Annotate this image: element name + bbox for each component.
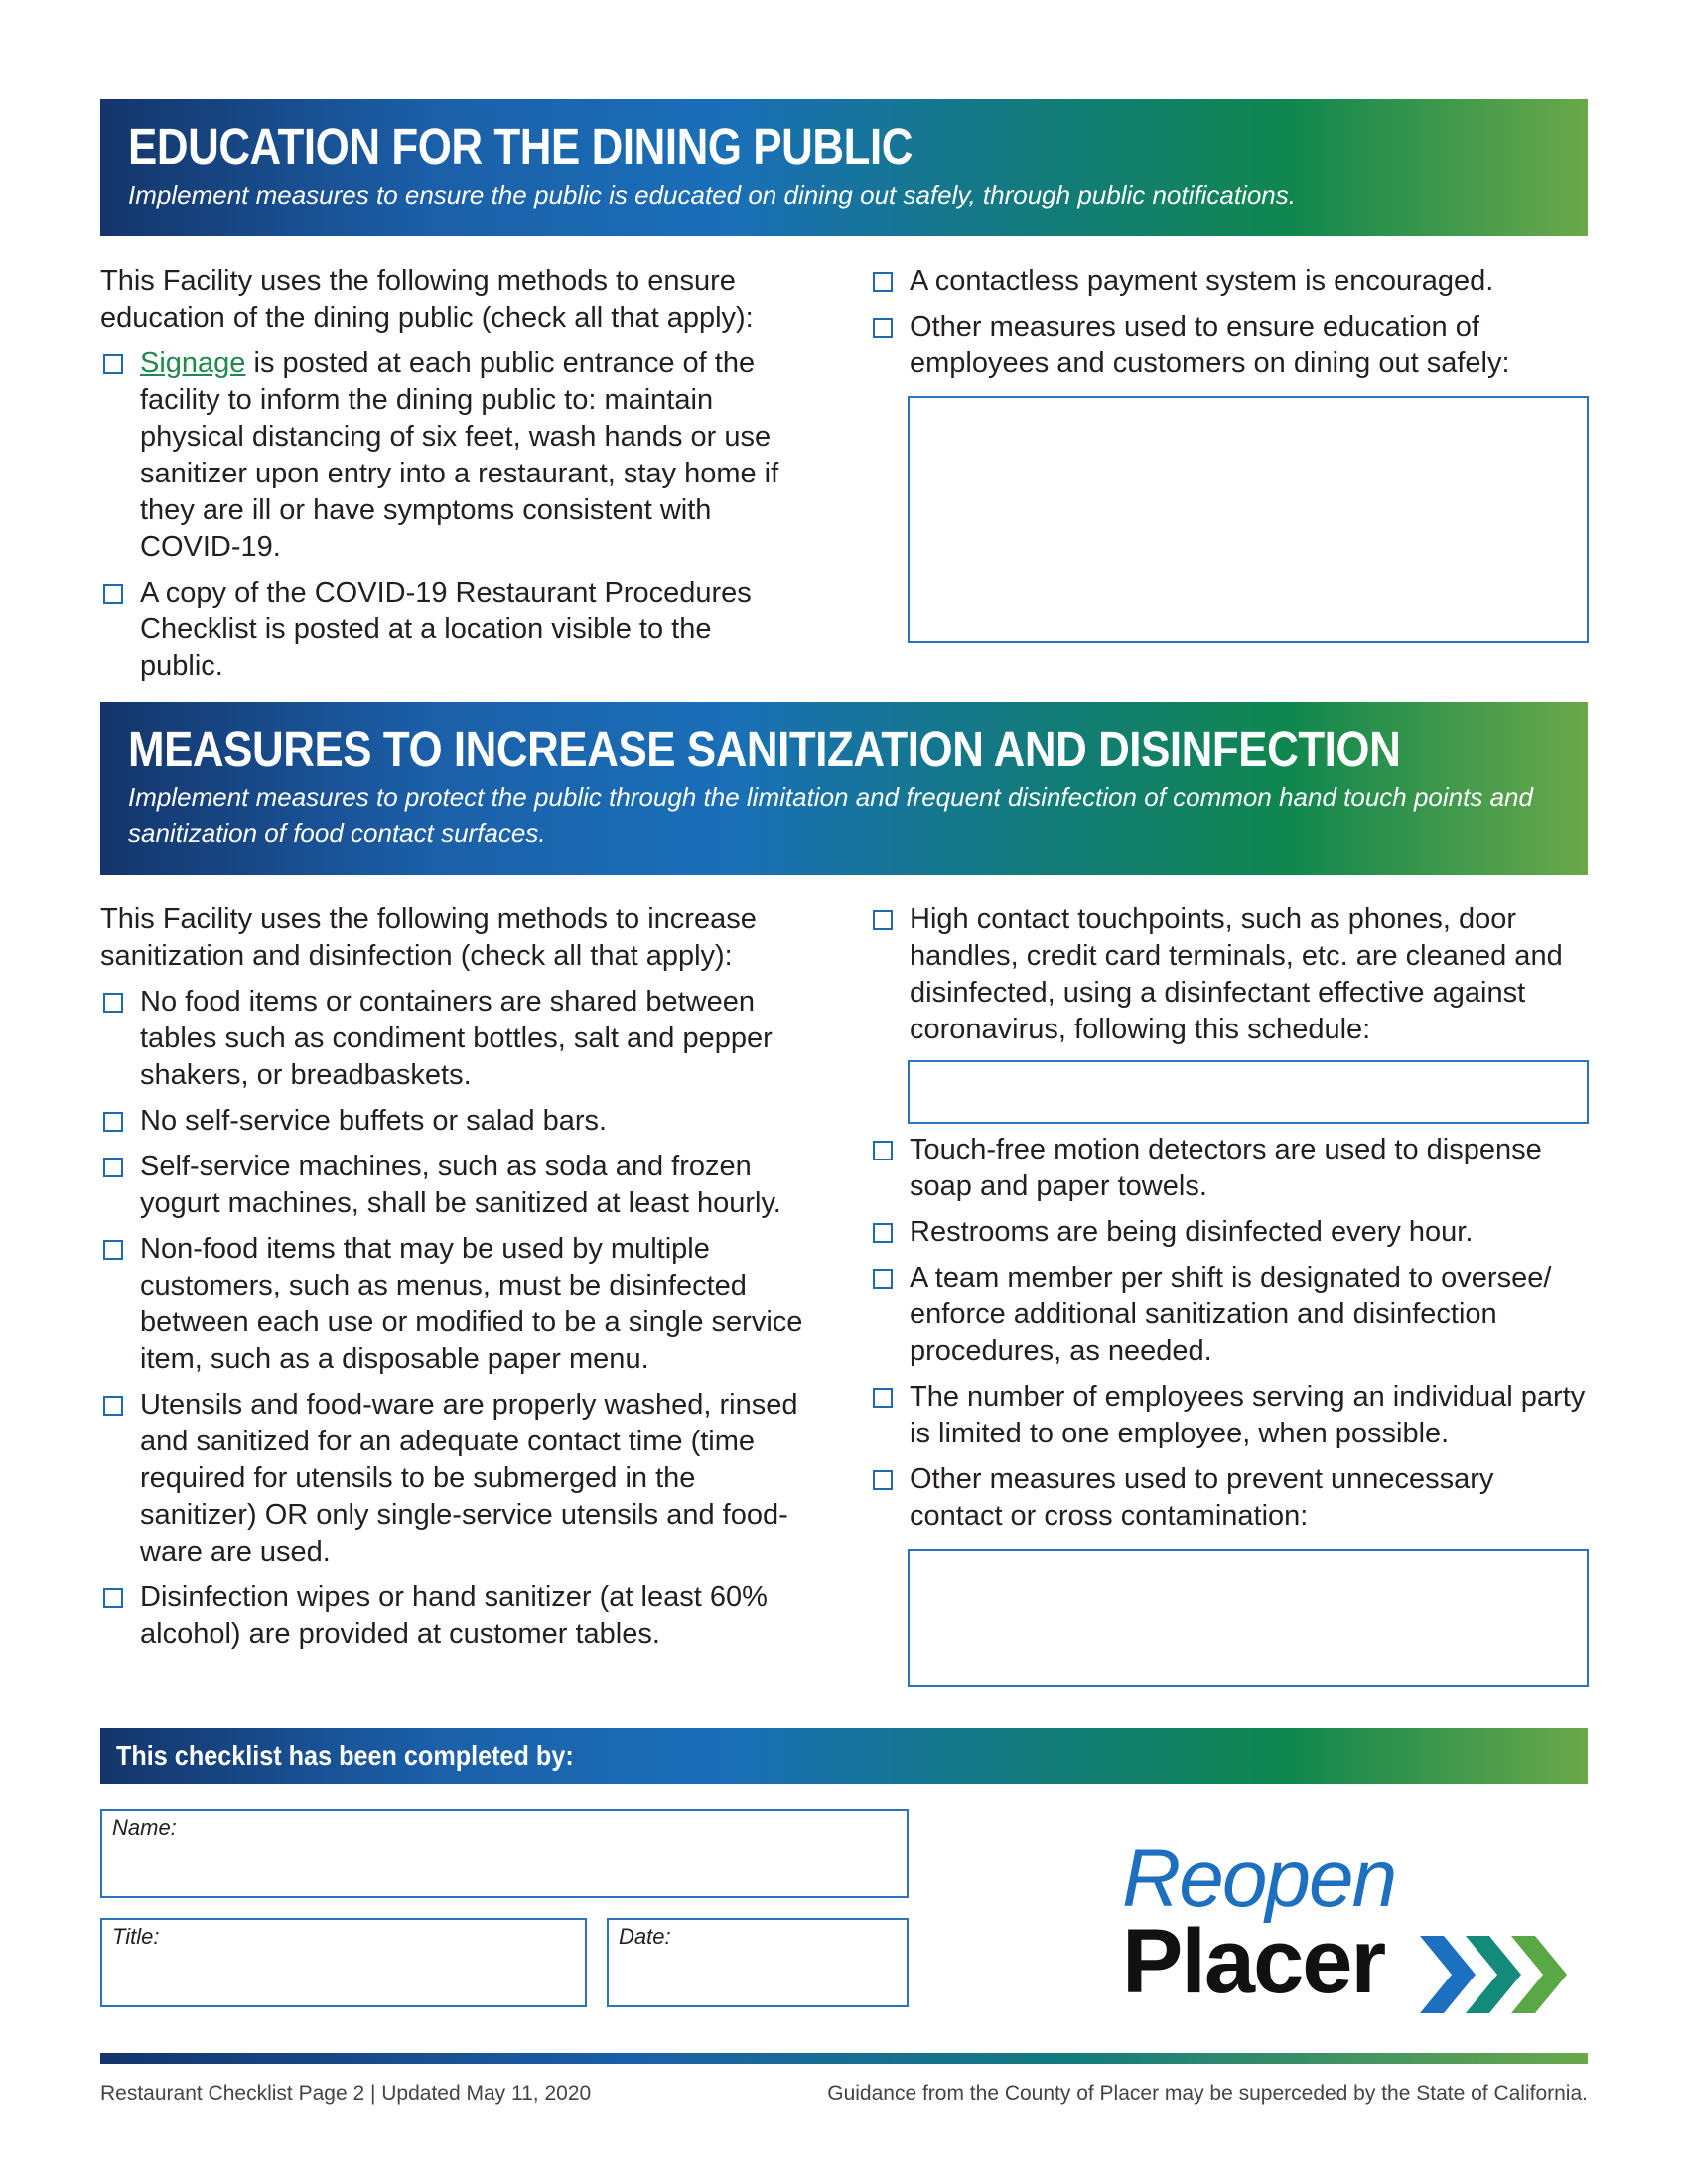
- item-text: The number of employees serving an individual party is limited to one employee, when possible.: [910, 1381, 1586, 1449]
- checkbox[interactable]: [873, 318, 893, 338]
- other-education-textbox[interactable]: [908, 396, 1589, 643]
- checklist-item-no-buffets: [100, 1103, 805, 1140]
- logo-placer-text: Placer: [1122, 1911, 1385, 2012]
- item-text: Restrooms are being disinfected every hour.: [910, 1216, 1474, 1248]
- checklist-item-restrooms: [870, 1214, 1589, 1251]
- section1-subtitle: Implement measures to ensure the public is educated on dining out safely, through public notifications.: [128, 180, 1296, 209]
- section1-right-column: [870, 263, 1589, 391]
- checkbox[interactable]: [103, 1240, 123, 1260]
- section2-intro: This Facility uses the following methods to increase sanitization and disinfection (check all that apply):: [100, 903, 757, 972]
- footer-right-text: Guidance from the County of Placer may be superceded by the State of California.: [827, 2082, 1588, 2105]
- section2-right-column-continued: [870, 1132, 1589, 1544]
- date-field[interactable]: [607, 1918, 909, 2007]
- checklist-item-wipes-sanitizer: [100, 1579, 805, 1653]
- checklist-item-other-education: [870, 309, 1589, 382]
- section2-subtitle: Implement measures to protect the public through the limitation and frequent disinfection of common hand touch points and sanitization of food contact surfaces.: [128, 782, 1533, 848]
- item-text: A team member per shift is designated to oversee/ enforce additional sanitization and disinfection procedures, as needed.: [910, 1262, 1552, 1367]
- item-text: Self-service machines, such as soda and frozen yogurt machines, shall be sanitized at least hourly.: [140, 1151, 781, 1219]
- title-label: Title:: [112, 1924, 160, 1949]
- item-text: Other measures used to ensure education of employees and customers on dining out safely:: [910, 311, 1510, 379]
- item-text: High contact touchpoints, such as phones, door handles, credit card terminals, etc. are cleaned and disinfected, using a disinfectant effective against coronavirus, following this schedule:: [910, 903, 1563, 1045]
- reopen-placer-logo: [1122, 1835, 1599, 2013]
- checkbox[interactable]: [873, 910, 893, 930]
- section2-title: MEASURES TO INCREASE SANITIZATION AND DISINFECTION: [128, 721, 1401, 777]
- footer-rule: [100, 2053, 1588, 2064]
- footer-left-text: Restaurant Checklist Page 2 | Updated May 11, 2020: [100, 2082, 592, 2105]
- item-text: A contactless payment system is encouraged.: [910, 265, 1494, 297]
- item-text: Non-food items that may be used by multiple customers, such as menus, must be disinfected between each use or modified to be a single service item, such as a disposable paper menu.: [140, 1233, 803, 1375]
- schedule-textbox[interactable]: [908, 1060, 1589, 1124]
- checkbox[interactable]: [103, 584, 123, 604]
- item-text: No self-service buffets or salad bars.: [140, 1105, 608, 1137]
- section2-left-column: [100, 901, 805, 1662]
- checkbox[interactable]: [103, 993, 123, 1013]
- name-field[interactable]: [100, 1809, 909, 1898]
- item-text: Disinfection wipes or hand sanitizer (at least 60% alcohol) are provided at customer tables.: [140, 1581, 768, 1650]
- checklist-item-team-member: [870, 1260, 1589, 1370]
- logo-reopen-text: Reopen: [1122, 1834, 1396, 1924]
- checkbox[interactable]: [873, 1223, 893, 1243]
- item-text: A copy of the COVID-19 Restaurant Procedures Checklist is posted at a location visible to the public.: [140, 577, 752, 682]
- checkbox[interactable]: [873, 1388, 893, 1408]
- section2-banner: [100, 702, 1588, 875]
- section1-banner: [100, 99, 1588, 236]
- chevrons-icon: [1420, 1930, 1589, 2019]
- checkbox[interactable]: [103, 1588, 123, 1608]
- checkbox[interactable]: [873, 272, 893, 292]
- checklist-item-contactless-payment: [870, 263, 1589, 300]
- checklist-item-posted-checklist: [100, 575, 795, 685]
- signage-link[interactable]: Signage: [140, 347, 246, 379]
- checklist-item-touchpoints: [870, 901, 1589, 1048]
- checkbox[interactable]: [873, 1269, 893, 1289]
- name-label: Name:: [112, 1815, 177, 1840]
- checklist-item-employees-limited: [870, 1379, 1589, 1452]
- section2-right-column: [870, 901, 1589, 1057]
- checklist-item-non-food-items: [100, 1231, 805, 1378]
- checklist-item-signage: [100, 345, 795, 566]
- checkbox[interactable]: [103, 1396, 123, 1416]
- section1-title: EDUCATION FOR THE DINING PUBLIC: [128, 118, 913, 175]
- checkbox[interactable]: [103, 354, 123, 374]
- checkbox[interactable]: [873, 1141, 893, 1160]
- checklist-item-other-contact: [870, 1461, 1589, 1535]
- item-text: Utensils and food-ware are properly washed, rinsed and sanitized for an adequate contact time (time required for utensils to be submerged in the sanitizer) OR only single-service utensils and food-ware are used.: [140, 1389, 798, 1568]
- checkbox[interactable]: [103, 1158, 123, 1177]
- checkbox[interactable]: [873, 1470, 893, 1490]
- title-field[interactable]: [100, 1918, 587, 2007]
- item-text: Other measures used to prevent unnecessary contact or cross contamination:: [910, 1463, 1494, 1532]
- checklist-item-touch-free: [870, 1132, 1589, 1205]
- checklist-item-self-service-machines: [100, 1149, 805, 1222]
- checkbox[interactable]: [103, 1112, 123, 1132]
- section1-intro: This Facility uses the following methods to ensure education of the dining public (check all that apply):: [100, 265, 754, 334]
- section1-left-column: [100, 263, 795, 694]
- other-contact-textbox[interactable]: [908, 1549, 1589, 1687]
- checklist-item-utensils: [100, 1387, 805, 1570]
- completion-banner: [100, 1728, 1588, 1784]
- item-text: is posted at each public entrance of the facility to inform the dining public to: maintain physical distancing of six feet, wash hands or use sanitizer upon entry into a restaurant, stay home if they are ill or have symptoms consistent with COVID-19.: [140, 347, 779, 563]
- item-text: No food items or containers are shared between tables such as condiment bottles, salt and pepper shakers, or breadbaskets.: [140, 986, 773, 1091]
- checklist-item-no-shared-items: [100, 984, 805, 1094]
- completion-title: This checklist has been completed by:: [116, 1740, 574, 1771]
- date-label: Date:: [619, 1924, 671, 1949]
- item-text: Touch-free motion detectors are used to dispense soap and paper towels.: [910, 1134, 1542, 1202]
